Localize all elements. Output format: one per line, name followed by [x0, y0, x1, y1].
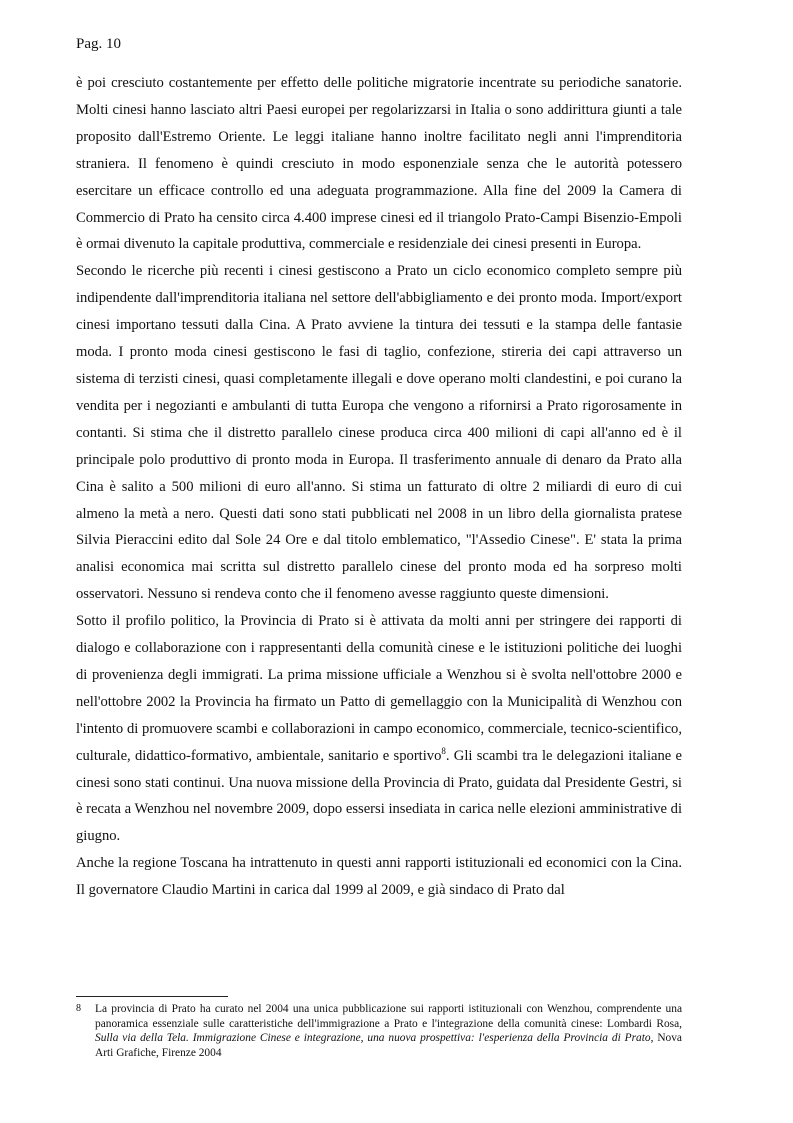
page-number-header: Pag. 10 — [76, 36, 121, 52]
footnote-text — [95, 1002, 682, 1060]
paragraph-4: Anche la regione Toscana ha intrattenuto in questi anni rapporti istituzionali ed economici con la Cina. Il governatore Claudio Martini in carica dal 1999 al 2009, e già sindaco di Prato dal — [76, 855, 682, 899]
footnote-book-title: Sulla via della Tela. Immigrazione Cinese e integrazione, una nuova prospettiva: l'esperienza della Provincia di Prato — [95, 1032, 651, 1045]
footnote-reference-8[interactable]: 8 — [441, 745, 446, 756]
paragraph-3-text-b: . Gli scambi tra le delegazioni italiane e cinesi sono stati continui. Una nuova missione della Provincia di Prato, guidata dal Presidente Gestri, si è recata a Wenzhou nel novembre 2009, dopo essersi insediata in carica nelle elezioni amministrative di giugno. — [76, 747, 682, 845]
footnote-separator — [76, 996, 228, 997]
paragraph-2: Secondo le ricerche più recenti i cinesi gestiscono a Prato un ciclo economico completo sempre più indipendente dall'imprenditoria italiana nel settore dell'abbigliamento e dei pronto moda. Import/export cinesi importano tessuti dalla Cina. A Prato avviene la tintura dei tessuti e la stampa delle fantasie moda. I pronto moda cinesi gestiscono le fasi di taglio, confezione, stireria dei capi attraverso un sistema di terzisti cinesi, quasi completamente illegali e dove operano molti clandestini, e poi curano la vendita per i negozianti e ambulanti di tutta Europa che vengono a rifornirsi a Prato rigorosamente in contanti. Si stima che il distretto parallelo cinese produca circa 400 milioni di capi all'anno ed è il principale polo produttivo di pronto moda in Europa. Il trasferimento annuale di denaro da Prato alla Cina è salito a 500 milioni di euro all'anno. Si stima un fatturato di oltre 2 miliardi di euro di cui almeno la metà a nero. Questi dati sono stati pubblicati nel 2008 in un libro della giornalista pratese Silvia Pieraccini edito dal Sole 24 Ore e dal titolo emblematico, "l'Assedio Cinese". E' stata la prima analisi economica mai scritta sul distretto parallelo cinese del pronto moda ed ha sorpreso molti osservatori. Nessuno si rendeva conto che il fenomeno avesse raggiunto queste dimensioni. — [76, 263, 682, 603]
footnote-8 — [76, 1002, 682, 1060]
footnote-mark: 8 — [76, 1003, 81, 1014]
footnote-text-lead: La provincia di Prato ha curato nel 2004 una unica pubblicazione sui rapporti istituzionali con Wenzhou, comprendente una panoramica essenziale sulle caratteristiche dell'immigrazione a Prato e l'integrazione della comunità cinese: Lombardi Rosa, — [95, 1003, 682, 1030]
paragraph-1: è poi cresciuto costantemente per effetto delle politiche migratorie incentrate su periodiche sanatorie. Molti cinesi hanno lasciato altri Paesi europei per regolarizzarsi in Italia o sono addirittura giunti a tale proposito dall'Estremo Oriente. Le leggi italiane hanno inoltre facilitato negli anni l'imprenditoria straniera. Il fenomeno è quindi cresciuto in modo esponenziale senza che le autorità potessero esercitare un efficace controllo ed una adeguata programmazione. Alla fine del 2009 la Camera di Commercio di Prato ha censito circa 4.400 imprese cinesi ed il triangolo Prato-Campi Bisenzio-Empoli è ormai divenuto la capitale produttiva, commerciale e residenziale dei cinesi presenti in Europa. — [76, 75, 682, 253]
paragraph-3-text-a: Sotto il profilo politico, la Provincia di Prato si è attivata da molti anni per stringere dei rapporti di dialogo e collaborazione con i rappresentanti della comunità cinese e le istituzioni politiche dei luoghi di provenienza degli immigrati. La prima missione ufficiale a Wenzhou si è svolta nell'ottobre 2000 e nell'ottobre 2002 la Provincia ha firmato un Patto di gemellaggio con la Municipalità di Wenzhou con l'intento di promuovere scambi e collaborazioni in campo economico, commerciale, tecnico-scientifico, culturale, didattico-formativo, ambientale, sanitario e sportivo — [76, 613, 682, 764]
paragraph-3 — [76, 608, 682, 850]
footnote-text-tail: , Nova Arti Grafiche, Firenze 2004 — [95, 1032, 682, 1059]
body-text — [76, 70, 682, 904]
